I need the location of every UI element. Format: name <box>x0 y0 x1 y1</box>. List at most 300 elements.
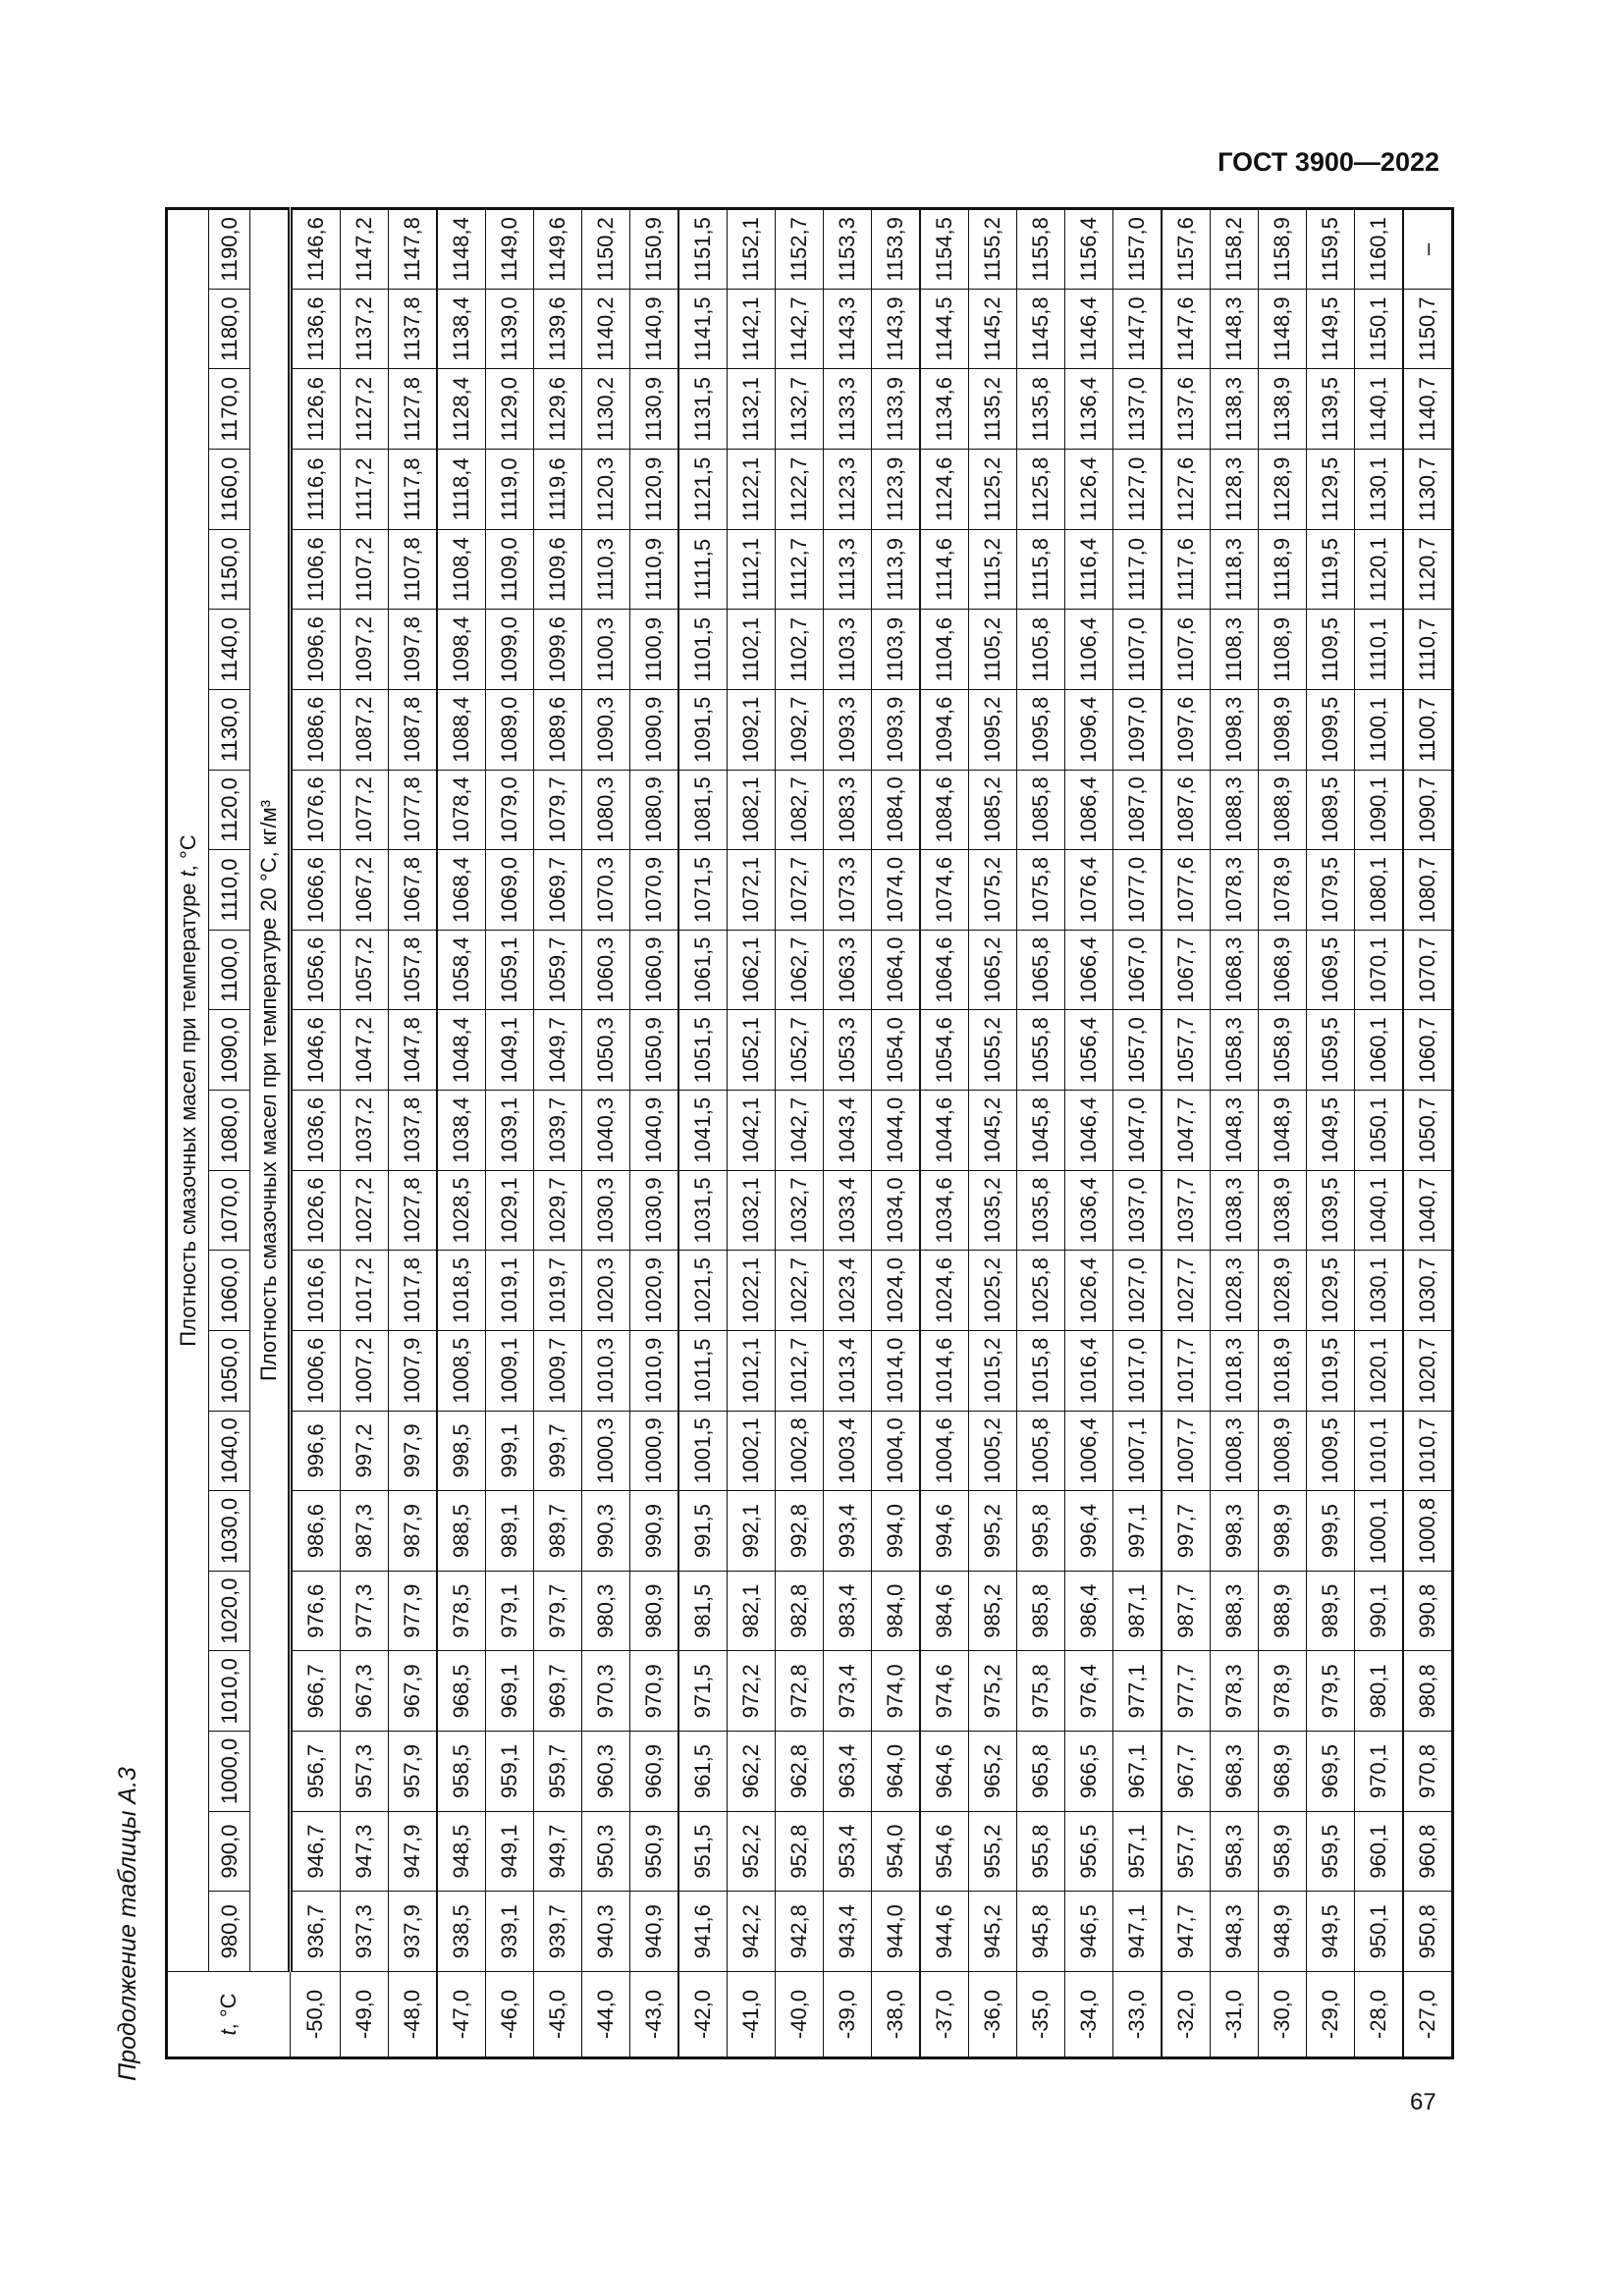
density-cell: 995,2 <box>969 1491 1017 1572</box>
density-cell: 937,9 <box>389 1892 438 1972</box>
temperature-cell: -29,0 <box>1307 1972 1355 2058</box>
density-cell: 1079,7 <box>534 770 582 850</box>
density-cell: 1145,2 <box>969 289 1017 369</box>
density-cell: 1112,1 <box>728 529 776 610</box>
density-cell: 1135,2 <box>969 369 1017 450</box>
density-cell: 1019,1 <box>486 1251 534 1331</box>
density-cell: 940,3 <box>582 1892 630 1972</box>
density-cell: 1089,6 <box>534 690 582 771</box>
density-cell: 952,8 <box>776 1811 824 1892</box>
density-column-header: 1110,0 <box>209 850 250 931</box>
density-cell: 996,6 <box>291 1411 341 1491</box>
density-cell: 997,2 <box>341 1411 389 1491</box>
density-cell: 1005,8 <box>1017 1411 1065 1491</box>
density-cell: 1047,0 <box>1113 1091 1163 1171</box>
density-cell: 1018,5 <box>437 1251 486 1331</box>
temperature-cell: -43,0 <box>630 1972 679 2058</box>
density-cell: 1056,6 <box>291 930 341 1010</box>
temperature-cell: -48,0 <box>389 1972 438 2058</box>
table-row <box>341 209 389 2058</box>
density-cell: 1024,6 <box>920 1251 969 1331</box>
density-cell: 1030,7 <box>1403 1251 1453 1331</box>
density-cell: 1094,6 <box>920 690 969 771</box>
density-cell: 942,8 <box>776 1892 824 1972</box>
density-cell: 957,9 <box>389 1732 438 1812</box>
density-cell: 1096,4 <box>1065 690 1113 771</box>
page-number: 67 <box>1410 2089 1436 2115</box>
density-cell: 1032,7 <box>776 1170 824 1251</box>
density-cell: 1150,9 <box>630 209 679 290</box>
density-cell: 1034,0 <box>872 1170 921 1251</box>
density-cell: 1022,7 <box>776 1251 824 1331</box>
density-cell: 1044,0 <box>872 1091 921 1171</box>
density-cell: 1078,4 <box>437 770 486 850</box>
density-cell: 984,0 <box>872 1571 921 1651</box>
density-cell: 1152,1 <box>728 209 776 290</box>
density-cell: 1086,6 <box>291 690 341 771</box>
density-cell: 1124,6 <box>920 450 969 530</box>
density-cell: 1138,9 <box>1259 369 1307 450</box>
density-cell: 998,5 <box>437 1411 486 1491</box>
density-cell: 1065,2 <box>969 930 1017 1010</box>
density-cell: 1069,7 <box>534 850 582 931</box>
density-cell: 970,8 <box>1403 1732 1453 1812</box>
density-cell: 1130,2 <box>582 369 630 450</box>
density-cell: 1037,0 <box>1113 1170 1163 1251</box>
density-cell: 947,1 <box>1113 1892 1163 1972</box>
density-cell: 1072,7 <box>776 850 824 931</box>
density-cell: 1018,3 <box>1211 1331 1259 1412</box>
density-cell: 1110,9 <box>630 529 679 610</box>
density-cell: 1090,7 <box>1403 770 1453 850</box>
density-cell: 1122,1 <box>728 450 776 530</box>
density-cell: 965,2 <box>969 1732 1017 1812</box>
density-cell: 1027,2 <box>341 1170 389 1251</box>
subheader-row <box>250 209 291 2058</box>
density-cell: 1087,8 <box>389 690 438 771</box>
density-cell: 1117,6 <box>1162 529 1211 610</box>
density-cell: 1114,6 <box>920 529 969 610</box>
temperature-cell: -32,0 <box>1162 1972 1211 2058</box>
density-cell: 1017,8 <box>389 1251 438 1331</box>
density-cell: 1070,7 <box>1403 930 1453 1010</box>
table-row <box>920 209 969 2058</box>
density-cell: 979,1 <box>486 1571 534 1651</box>
density-column-header: 1170,0 <box>209 369 250 450</box>
density-cell: 983,4 <box>824 1571 872 1651</box>
density-table-wrapper <box>165 207 1448 2059</box>
density-column-header: 980,0 <box>209 1892 250 1972</box>
density-cell: 968,3 <box>1211 1732 1259 1812</box>
density-cell: 1060,3 <box>582 930 630 1010</box>
density-column-header: 1030,0 <box>209 1491 250 1572</box>
density-cell: 1127,6 <box>1162 450 1211 530</box>
sub-header: Плотность смазочных масел при температуре 20 °С, кг/м³ <box>250 209 291 1972</box>
density-cell: 1078,3 <box>1211 850 1259 931</box>
table-caption: Продолжение таблицы А.3 <box>114 1767 141 2081</box>
density-column-header: 1150,0 <box>209 529 250 610</box>
density-cell: 1158,9 <box>1259 209 1307 290</box>
density-cell: 1106,6 <box>291 529 341 610</box>
density-cell: 1098,9 <box>1259 690 1307 771</box>
density-cell: 1075,2 <box>969 850 1017 931</box>
density-cell: 1009,5 <box>1307 1411 1355 1491</box>
density-cell: 1057,0 <box>1113 1010 1163 1091</box>
density-cell: 961,5 <box>678 1732 728 1812</box>
density-cell: 968,9 <box>1259 1732 1307 1812</box>
density-cell: 1037,2 <box>341 1091 389 1171</box>
density-cell: 1116,4 <box>1065 529 1113 610</box>
density-cell: 1107,6 <box>1162 610 1211 690</box>
density-cell: 1102,1 <box>728 610 776 690</box>
density-cell: 1117,0 <box>1113 529 1163 610</box>
density-cell: 1118,9 <box>1259 529 1307 610</box>
density-cell: 1140,9 <box>630 289 679 369</box>
density-cell: 1060,7 <box>1403 1010 1453 1091</box>
density-cell: 1080,1 <box>1355 850 1404 931</box>
density-cell: 1059,1 <box>486 930 534 1010</box>
density-cell: 970,3 <box>582 1651 630 1732</box>
density-cell: 1143,9 <box>872 289 921 369</box>
density-cell: 966,5 <box>1065 1732 1113 1812</box>
density-cell: 1026,6 <box>291 1170 341 1251</box>
temperature-column-header <box>167 1972 291 2058</box>
density-cell: 1084,0 <box>872 770 921 850</box>
density-cell: 942,2 <box>728 1892 776 1972</box>
density-cell: 1118,3 <box>1211 529 1259 610</box>
density-column-header: 1140,0 <box>209 610 250 690</box>
density-cell: 1028,9 <box>1259 1251 1307 1331</box>
density-cell: 1141,5 <box>678 289 728 369</box>
density-cell: 1137,6 <box>1162 369 1211 450</box>
density-cell: 990,3 <box>582 1491 630 1572</box>
density-cell: 957,1 <box>1113 1811 1163 1892</box>
density-cell: 969,1 <box>486 1651 534 1732</box>
density-cell: 1006,4 <box>1065 1411 1113 1491</box>
density-cell: 1057,7 <box>1162 1010 1211 1091</box>
density-cell: 946,7 <box>291 1811 341 1892</box>
density-cell: 1029,5 <box>1307 1251 1355 1331</box>
density-cell: 1014,0 <box>872 1331 921 1412</box>
density-cell: 958,9 <box>1259 1811 1307 1892</box>
density-header-row <box>209 209 250 2058</box>
density-cell: 969,7 <box>534 1651 582 1732</box>
density-cell: 1056,4 <box>1065 1010 1113 1091</box>
density-cell: 970,1 <box>1355 1732 1404 1812</box>
density-cell: 1052,7 <box>776 1010 824 1091</box>
density-cell: 1009,7 <box>534 1331 582 1412</box>
density-cell: 1067,8 <box>389 850 438 931</box>
density-cell: 1047,2 <box>341 1010 389 1091</box>
density-cell: 1117,8 <box>389 450 438 530</box>
table-row <box>389 209 438 2058</box>
density-cell: 971,5 <box>678 1651 728 1732</box>
density-cell: 1120,1 <box>1355 529 1404 610</box>
density-cell: 958,5 <box>437 1732 486 1812</box>
table-row <box>582 209 630 2058</box>
density-cell: 1052,1 <box>728 1010 776 1091</box>
density-cell: 1147,0 <box>1113 289 1163 369</box>
density-cell: 972,8 <box>776 1651 824 1732</box>
density-cell: 1068,4 <box>437 850 486 931</box>
density-cell: 1139,0 <box>486 289 534 369</box>
density-cell: 1098,3 <box>1211 690 1259 771</box>
density-cell: 1150,7 <box>1403 289 1453 369</box>
density-cell: 945,8 <box>1017 1892 1065 1972</box>
table-row <box>1307 209 1355 2058</box>
density-cell: 1147,6 <box>1162 289 1211 369</box>
density-cell: 1082,1 <box>728 770 776 850</box>
density-cell: 1097,0 <box>1113 690 1163 771</box>
density-cell: 959,1 <box>486 1732 534 1812</box>
density-cell: 1109,6 <box>534 529 582 610</box>
density-cell: 1015,8 <box>1017 1331 1065 1412</box>
density-cell: 987,9 <box>389 1491 438 1572</box>
density-cell: 1039,7 <box>534 1091 582 1171</box>
density-cell: 951,5 <box>678 1811 728 1892</box>
density-cell: 985,8 <box>1017 1571 1065 1651</box>
density-cell: 1100,7 <box>1403 690 1453 771</box>
density-cell: 1081,5 <box>678 770 728 850</box>
density-cell: 973,4 <box>824 1651 872 1732</box>
density-cell: 1073,3 <box>824 850 872 931</box>
temperature-cell: -35,0 <box>1017 1972 1065 2058</box>
density-cell: 994,0 <box>872 1491 921 1572</box>
density-cell: 957,7 <box>1162 1811 1211 1892</box>
density-cell: 1106,4 <box>1065 610 1113 690</box>
density-cell: 952,2 <box>728 1811 776 1892</box>
density-cell: 1146,4 <box>1065 289 1113 369</box>
density-cell: 1157,0 <box>1113 209 1163 290</box>
density-cell: 1048,4 <box>437 1010 486 1091</box>
density-cell: 1030,9 <box>630 1170 679 1251</box>
density-cell: 1067,7 <box>1162 930 1211 1010</box>
density-cell: 998,9 <box>1259 1491 1307 1572</box>
table-row <box>1355 209 1404 2058</box>
density-cell: 1095,8 <box>1017 690 1065 771</box>
density-cell: 975,2 <box>969 1651 1017 1732</box>
density-cell: 1036,4 <box>1065 1170 1113 1251</box>
density-cell: 1020,3 <box>582 1251 630 1331</box>
density-cell: 1103,3 <box>824 610 872 690</box>
density-cell: 1050,7 <box>1403 1091 1453 1171</box>
density-cell: 1015,2 <box>969 1331 1017 1412</box>
density-cell: 1050,1 <box>1355 1091 1404 1171</box>
density-cell: 1110,3 <box>582 529 630 610</box>
table-row <box>486 209 534 2058</box>
density-cell: 1019,7 <box>534 1251 582 1331</box>
density-cell: 1084,6 <box>920 770 969 850</box>
density-cell: 1020,7 <box>1403 1331 1453 1412</box>
density-cell: 939,7 <box>534 1892 582 1972</box>
density-cell: 989,5 <box>1307 1571 1355 1651</box>
density-cell: 948,5 <box>437 1811 486 1892</box>
density-cell: 1139,6 <box>534 289 582 369</box>
density-cell: 947,3 <box>341 1811 389 1892</box>
density-cell: 987,1 <box>1113 1571 1163 1651</box>
density-cell: 959,7 <box>534 1732 582 1812</box>
density-column-header: 1120,0 <box>209 770 250 850</box>
density-column-header: 990,0 <box>209 1811 250 1892</box>
density-cell: 977,7 <box>1162 1651 1211 1732</box>
density-cell: 1072,1 <box>728 850 776 931</box>
density-cell: 1071,5 <box>678 850 728 931</box>
density-cell: 1111,5 <box>678 529 728 610</box>
density-cell: 1136,4 <box>1065 369 1113 450</box>
table-row <box>1017 209 1065 2058</box>
density-cell: 1109,5 <box>1307 610 1355 690</box>
density-cell: 1128,3 <box>1211 450 1259 530</box>
density-cell: 1045,8 <box>1017 1091 1065 1171</box>
density-cell: 1090,9 <box>630 690 679 771</box>
density-cell: 948,9 <box>1259 1892 1307 1972</box>
density-cell: 1016,4 <box>1065 1331 1113 1412</box>
density-cell: 1149,5 <box>1307 289 1355 369</box>
density-cell: 1044,6 <box>920 1091 969 1171</box>
density-cell: 1039,1 <box>486 1091 534 1171</box>
density-cell: 954,0 <box>872 1811 921 1892</box>
density-cell: 1093,3 <box>824 690 872 771</box>
density-cell: 967,9 <box>389 1651 438 1732</box>
density-cell: 1083,3 <box>824 770 872 850</box>
density-cell: 1127,0 <box>1113 450 1163 530</box>
density-cell: 1149,6 <box>534 209 582 290</box>
temperature-cell: -38,0 <box>872 1972 921 2058</box>
density-cell: 1010,7 <box>1403 1411 1453 1491</box>
density-cell: 1110,7 <box>1403 610 1453 690</box>
density-cell: 1003,4 <box>824 1411 872 1491</box>
density-cell: 1008,3 <box>1211 1411 1259 1491</box>
density-cell: 1066,6 <box>291 850 341 931</box>
temperature-cell: -31,0 <box>1211 1972 1259 2058</box>
density-cell: 1049,7 <box>534 1010 582 1091</box>
density-cell: 1133,9 <box>872 369 921 450</box>
density-cell: 1148,4 <box>437 209 486 290</box>
density-cell: 977,3 <box>341 1571 389 1651</box>
density-cell: 1043,4 <box>824 1091 872 1171</box>
table-row <box>678 209 728 2058</box>
density-cell: 1070,9 <box>630 850 679 931</box>
density-cell: 1077,8 <box>389 770 438 850</box>
density-cell: 1027,0 <box>1113 1251 1163 1331</box>
density-cell: 1139,5 <box>1307 369 1355 450</box>
density-cell: 1055,8 <box>1017 1010 1065 1091</box>
density-cell: 1086,4 <box>1065 770 1113 850</box>
density-cell: 1127,2 <box>341 369 389 450</box>
density-cell: 1007,2 <box>341 1331 389 1412</box>
density-cell: 1060,9 <box>630 930 679 1010</box>
density-cell: 1105,2 <box>969 610 1017 690</box>
temperature-cell: -50,0 <box>291 1972 341 2058</box>
density-cell: 993,4 <box>824 1491 872 1572</box>
density-cell: 980,8 <box>1403 1651 1453 1732</box>
density-cell: 1133,3 <box>824 369 872 450</box>
temperature-cell: -40,0 <box>776 1972 824 2058</box>
density-cell: 1082,7 <box>776 770 824 850</box>
density-column-header: 1050,0 <box>209 1331 250 1412</box>
density-cell: 1029,7 <box>534 1170 582 1251</box>
temperature-cell: -42,0 <box>678 1972 728 2058</box>
density-cell: 1013,4 <box>824 1331 872 1412</box>
density-cell: 1001,5 <box>678 1411 728 1491</box>
temperature-cell: -33,0 <box>1113 1972 1163 2058</box>
density-cell: 1069,5 <box>1307 930 1355 1010</box>
density-column-header: 1080,0 <box>209 1091 250 1171</box>
density-cell: 1070,3 <box>582 850 630 931</box>
group-header-prefix: Плотность смазочных масел при температуре <box>175 877 200 1347</box>
density-cell: 1090,3 <box>582 690 630 771</box>
density-cell: 1149,0 <box>486 209 534 290</box>
density-cell: 1143,3 <box>824 289 872 369</box>
density-cell: 1101,5 <box>678 610 728 690</box>
density-cell: 998,3 <box>1211 1491 1259 1572</box>
density-cell: 950,1 <box>1355 1892 1404 1972</box>
density-cell: 1088,3 <box>1211 770 1259 850</box>
density-cell: 1098,4 <box>437 610 486 690</box>
density-cell: 1022,1 <box>728 1251 776 1331</box>
temperature-cell: -47,0 <box>437 1972 486 2058</box>
density-cell: 1064,6 <box>920 930 969 1010</box>
density-cell: 1108,4 <box>437 529 486 610</box>
density-cell: 1147,2 <box>341 209 389 290</box>
density-cell: 1033,4 <box>824 1170 872 1251</box>
density-cell: 950,9 <box>630 1811 679 1892</box>
density-cell: 960,8 <box>1403 1811 1453 1892</box>
density-cell: 1046,6 <box>291 1010 341 1091</box>
density-cell: 1016,6 <box>291 1251 341 1331</box>
density-cell: 989,1 <box>486 1491 534 1572</box>
density-cell: 1069,0 <box>486 850 534 931</box>
density-cell: 949,5 <box>1307 1892 1355 1972</box>
density-cell: 1025,2 <box>969 1251 1017 1331</box>
density-column-header: 1100,0 <box>209 930 250 1010</box>
density-cell: – <box>1403 209 1453 290</box>
table-row <box>872 209 921 2058</box>
temperature-cell: -41,0 <box>728 1972 776 2058</box>
density-cell: 1076,4 <box>1065 850 1113 931</box>
density-cell: 1032,1 <box>728 1170 776 1251</box>
density-cell: 1147,8 <box>389 209 438 290</box>
density-cell: 1012,7 <box>776 1331 824 1412</box>
density-cell: 1108,9 <box>1259 610 1307 690</box>
density-cell: 1129,5 <box>1307 450 1355 530</box>
table-row <box>1113 209 1163 2058</box>
density-cell: 972,2 <box>728 1651 776 1732</box>
density-cell: 1000,1 <box>1355 1491 1404 1572</box>
density-cell: 1042,7 <box>776 1091 824 1171</box>
table-row <box>437 209 486 2058</box>
density-cell: 1077,6 <box>1162 850 1211 931</box>
density-cell: 980,3 <box>582 1571 630 1651</box>
table-row <box>630 209 679 2058</box>
density-cell: 1097,6 <box>1162 690 1211 771</box>
density-cell: 1058,4 <box>437 930 486 1010</box>
density-cell: 1158,2 <box>1211 209 1259 290</box>
table-row <box>969 209 1017 2058</box>
density-cell: 1031,5 <box>678 1170 728 1251</box>
table-row <box>776 209 824 2058</box>
density-cell: 963,4 <box>824 1732 872 1812</box>
density-cell: 1150,1 <box>1355 289 1404 369</box>
density-cell: 1017,7 <box>1162 1331 1211 1412</box>
density-cell: 1018,9 <box>1259 1331 1307 1412</box>
density-cell: 1140,1 <box>1355 369 1404 450</box>
density-cell: 1062,1 <box>728 930 776 1010</box>
density-cell: 979,5 <box>1307 1651 1355 1732</box>
density-cell: 1119,6 <box>534 450 582 530</box>
density-cell: 1048,9 <box>1259 1091 1307 1171</box>
density-cell: 1093,9 <box>872 690 921 771</box>
